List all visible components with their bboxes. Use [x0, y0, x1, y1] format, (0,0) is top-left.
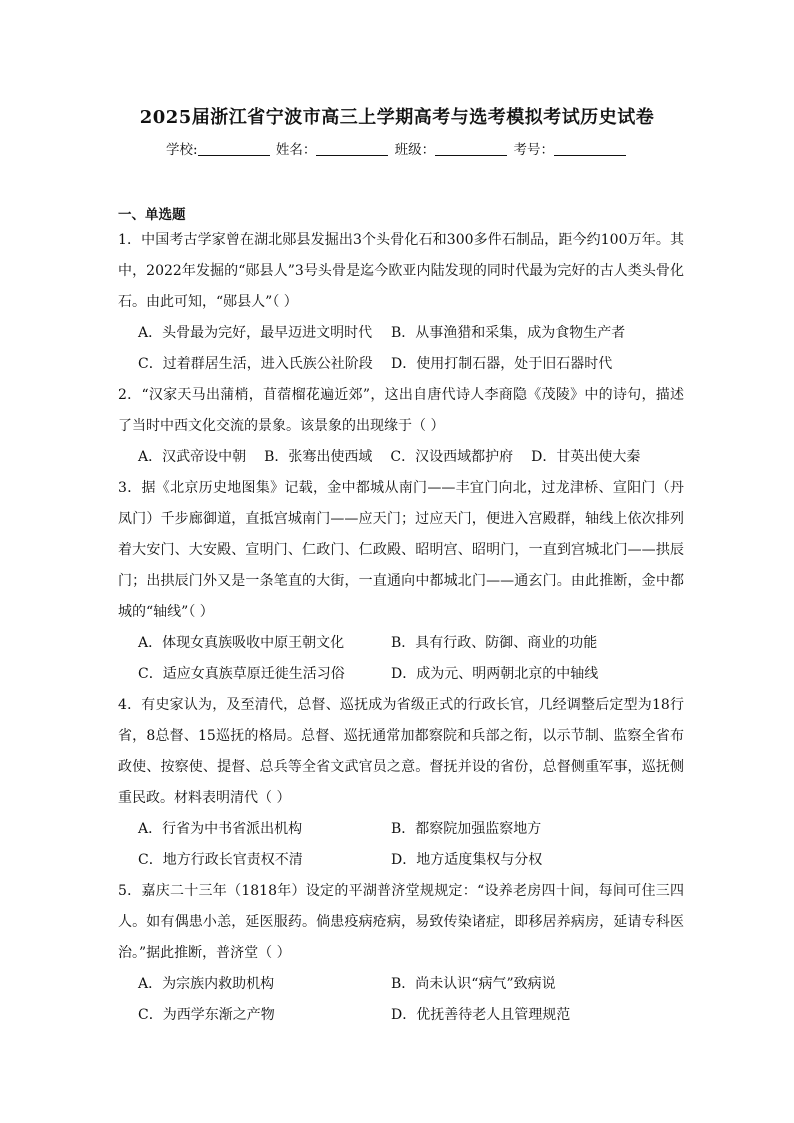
- student-info-line: [0, 138, 794, 158]
- option-list: [118, 969, 684, 1031]
- option-b[interactable]: B．都察院加强监察地方: [391, 821, 542, 837]
- question-stem: 2．“汉家天马出蒲梢，苜蓿榴花遍近郊”，这出自唐代诗人李商隐《茂陵》中的诗句，描述了当时中西文化交流的景象。该景象的出现缘于（ ）: [118, 387, 684, 434]
- option-b[interactable]: B．具有行政、防御、商业的功能: [391, 635, 598, 651]
- option-c[interactable]: C．适应女真族草原迁徙生活习俗: [138, 666, 345, 682]
- option-a[interactable]: A．汉武帝设中朝: [138, 449, 247, 465]
- exam-title: 2025届浙江省宁波市高三上学期高考与选考模拟考试历史试卷: [139, 107, 655, 128]
- option-c[interactable]: C．地方行政长官责权不清: [138, 852, 303, 868]
- exam-number-blank[interactable]: [554, 141, 626, 156]
- option-c[interactable]: C．为西学东渐之产物: [138, 1007, 275, 1023]
- class-label: 班级：: [394, 142, 436, 158]
- option-list: [118, 628, 684, 690]
- option-a[interactable]: A．为宗族内救助机构: [138, 976, 275, 992]
- option-b[interactable]: B．张骞出使西域: [264, 449, 373, 465]
- name-blank[interactable]: [316, 141, 388, 156]
- option-d[interactable]: D．地方适度集权与分权: [391, 852, 543, 868]
- question-1: [118, 225, 684, 380]
- class-blank[interactable]: [435, 141, 507, 156]
- question-stem: 5．嘉庆二十三年（1818年）设定的平湖普济堂规规定：“设养老房四十间，每间可住三四人。如有偶患小恙，延医服药。倘患疫病疮病，易致传染诸症，即移居养病房，延请专科医治。”据此推断，普济堂（ ）: [118, 883, 684, 961]
- option-list: [118, 814, 684, 876]
- exam-number-label: 考号：: [513, 142, 554, 158]
- question-2: [118, 380, 684, 473]
- question-stem: 4．有史家认为，及至清代，总督、巡抚成为省级正式的行政长官，几经调整后定型为18行省，8总督、15巡抚的格局。总督、巡抚通常加都察院和兵部之衔，以示节制、监察全省布政使、按察使、提督、总兵等全省文武官员之意。督抚并设的省份，总督侧重军事，巡抚侧重民政。材料表明清代（ ）: [118, 697, 684, 806]
- option-b[interactable]: B．尚未认识“病气”致病说: [391, 976, 556, 992]
- option-b[interactable]: B．从事渔猎和采集，成为食物生产者: [391, 325, 626, 341]
- school-blank[interactable]: [198, 141, 270, 156]
- option-c[interactable]: C．汉设西域都护府: [390, 449, 514, 465]
- option-a[interactable]: A．体现女真族吸收中原王朝文化: [138, 635, 345, 651]
- option-c[interactable]: C．过着群居生活，进入氏族公社阶段: [138, 356, 373, 372]
- question-list: [118, 225, 684, 1031]
- section-heading: 一、单选题: [118, 207, 186, 223]
- option-d[interactable]: D．优抚善待老人且管理规范: [391, 1007, 571, 1023]
- question-stem: 1．中国考古学家曾在湖北郧县发掘出3个头骨化石和300多件石制品，距今约100万年。其中，2022年发掘的“郧县人”3号头骨是迄今欧亚内陆发现的同时代最为完好的古人类头骨化石。由此可知，“郧县人”（ ）: [118, 232, 684, 310]
- option-d[interactable]: D．成为元、明两朝北京的中轴线: [391, 666, 599, 682]
- option-a[interactable]: A．行省为中书省派出机构: [138, 821, 303, 837]
- option-list: [118, 318, 684, 380]
- option-list: [118, 442, 684, 473]
- question-3: [118, 473, 684, 690]
- option-d[interactable]: D．甘英出使大秦: [531, 449, 641, 465]
- question-5: [118, 876, 684, 1031]
- school-label: 学校:: [166, 142, 198, 158]
- option-d[interactable]: D．使用打制石器，处于旧石器时代: [391, 356, 613, 372]
- question-4: [118, 690, 684, 876]
- option-a[interactable]: A．头骨最为完好，最早迈进文明时代: [138, 325, 373, 341]
- name-label: 姓名：: [275, 142, 317, 158]
- question-stem: 3．据《北京历史地图集》记载，金中都城从南门——丰宜门向北，过龙津桥、宣阳门（丹凤门）千步廊御道，直抵宫城南门——应天门；过应天门，便进入宫殿群，轴线上依次排列着大安门、大安殿、宣明门、仁政门、仁政殿、昭明宫、昭明门，一直到宫城北门——拱辰门；出拱辰门外又是一条笔直的大街，一直通向中都城北门——通玄门。由此推断，金中都城的“轴线”（ ）: [118, 480, 684, 620]
